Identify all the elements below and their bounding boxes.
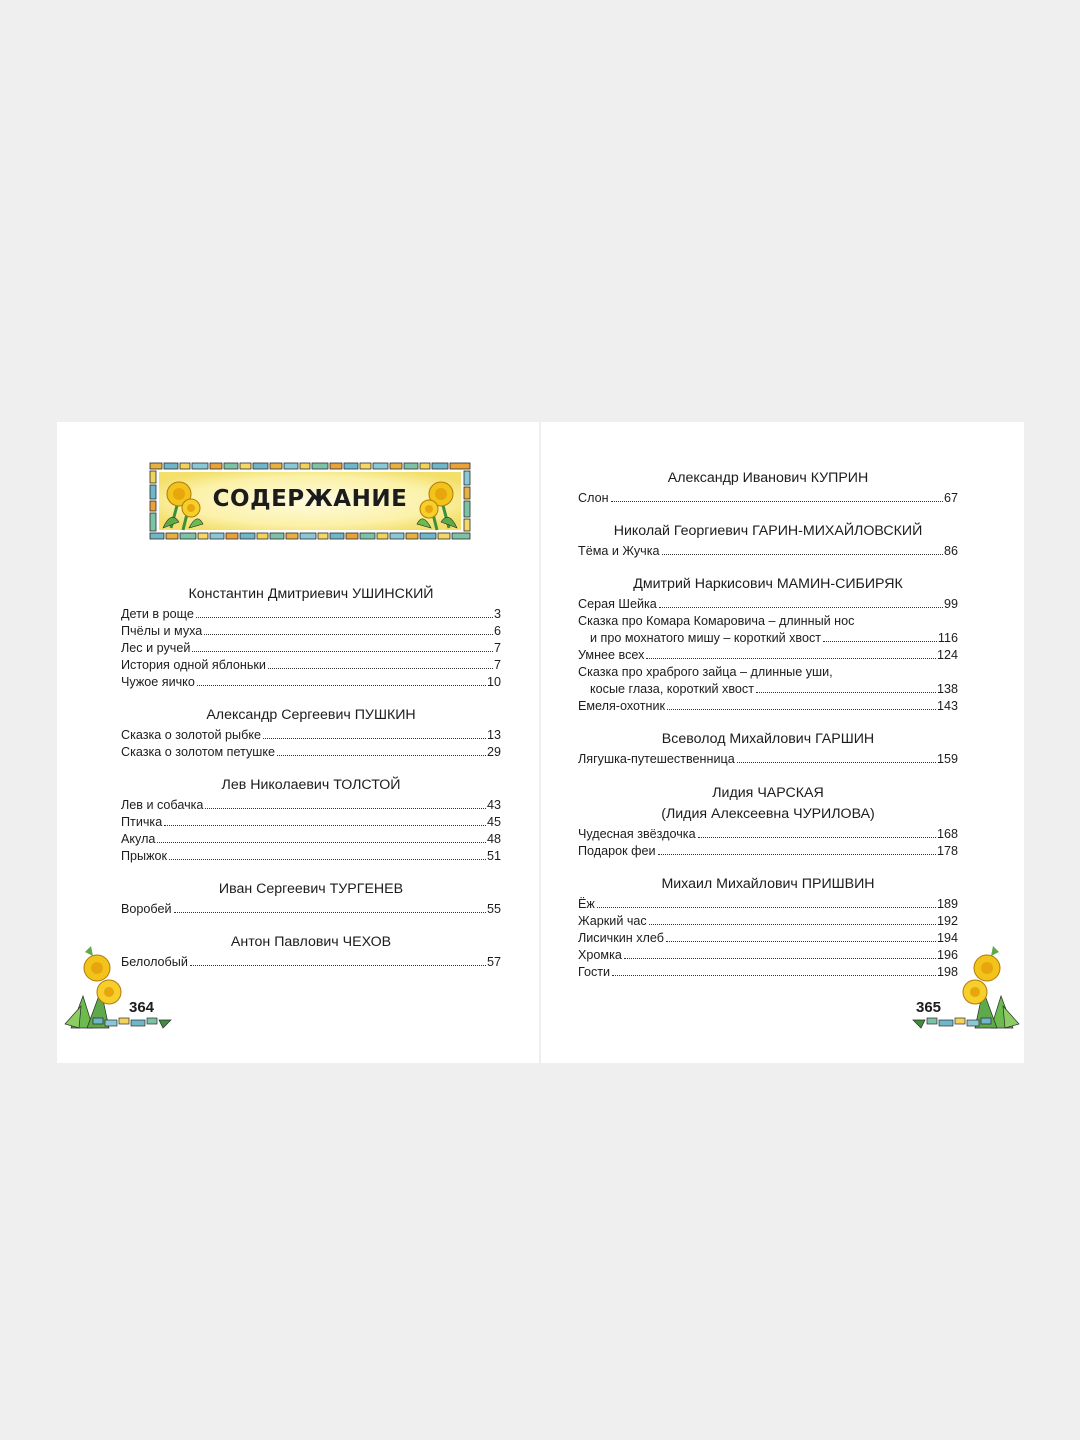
toc-entry[interactable]: Дети в роще 3 [121,607,501,621]
toc-entry[interactable]: Лес и ручей 7 [121,641,501,655]
author-heading: Николай Георгиевич ГАРИН-МИХАЙЛОВСКИЙ [613,523,923,539]
toc-entry[interactable]: Белолобый 57 [121,955,501,969]
toc-section [121,706,501,761]
toc-entry[interactable]: Гости 198 [578,965,958,979]
toc-section [121,776,501,865]
toc-entry[interactable]: Чудесная звёздочка 168 [578,827,958,841]
toc-entry[interactable]: Акула 48 [121,832,501,846]
toc-section [121,585,501,691]
author-heading: Лев Николаевич ТОЛСТОЙ [221,777,401,793]
toc-entry[interactable]: Сказка про храброго зайца – длинные уши, [578,665,833,679]
title-banner [145,458,475,544]
toc-entry[interactable]: Воробей 55 [121,902,501,916]
toc-section [121,880,501,918]
toc-entry[interactable]: Ёж 189 [578,897,958,911]
author-heading: Всеволод Михайлович ГАРШИН [661,731,875,747]
toc-entry[interactable]: Чужое яичко 10 [121,675,501,689]
toc-entry[interactable]: Лягушка-путешественница 159 [578,752,958,766]
toc-entry[interactable]: Тёма и Жучка 86 [578,544,958,558]
toc-section [578,730,958,768]
toc-entry[interactable]: Сказка о золотой рыбке 13 [121,728,501,742]
toc-section [578,784,958,860]
author-heading: Александр Сергеевич ПУШКИН [206,707,416,723]
author-heading: Лидия ЧАРСКАЯ [712,785,824,801]
toc-entry[interactable]: Прыжок 51 [121,849,501,863]
author-heading: Александр Иванович КУПРИН [667,470,869,486]
author-heading-line2: (Лидия Алексеевна ЧУРИЛОВА) [661,806,875,822]
page-title: СОДЕРЖАНИЕ [212,486,408,512]
toc-entry[interactable]: косые глаза, короткий хвост 138 [590,682,958,696]
toc-entry[interactable]: Емеля-охотник 143 [578,699,958,713]
author-heading: Михаил Михайлович ПРИШВИН [661,876,875,892]
toc-section [121,933,501,971]
toc-section [578,522,958,560]
toc-entry[interactable]: Слон 67 [578,491,958,505]
toc-entry[interactable]: и про мохнатого мишу – короткий хвост 116 [590,631,958,645]
toc-entry[interactable]: Хромка 196 [578,948,958,962]
toc-entry[interactable]: Умнее всех 124 [578,648,958,662]
toc-section [578,575,958,715]
author-heading: Константин Дмитриевич УШИНСКИЙ [188,586,434,602]
book-spread [57,422,1024,1063]
toc-entry[interactable]: Лисичкин хлеб 194 [578,931,958,945]
page-number: 364 [129,999,155,1016]
right-page [541,422,1024,1063]
author-heading: Иван Сергеевич ТУРГЕНЕВ [218,881,404,897]
author-heading: Антон Павлович ЧЕХОВ [230,934,392,950]
toc-entry[interactable]: Лев и собачка 43 [121,798,501,812]
toc-entry[interactable]: История одной яблоньки 7 [121,658,501,672]
toc-entry[interactable]: Птичка 45 [121,815,501,829]
toc-entry[interactable]: Жаркий час 192 [578,914,958,928]
toc-entry[interactable]: Сказка о золотом петушке 29 [121,745,501,759]
toc-section [578,875,958,981]
toc-entry[interactable]: Сказка про Комара Комаровича – длинный нос [578,614,855,628]
corner-flowers-left [63,944,173,1030]
page-number: 365 [916,999,942,1016]
toc-section [578,469,958,507]
author-heading: Дмитрий Наркисович МАМИН-СИБИРЯК [633,576,903,592]
toc-entry[interactable]: Подарок феи 178 [578,844,958,858]
toc-entry[interactable]: Пчёлы и муха 6 [121,624,501,638]
toc-entry[interactable]: Серая Шейка 99 [578,597,958,611]
corner-flowers-right [911,944,1021,1030]
left-page [57,422,540,1063]
